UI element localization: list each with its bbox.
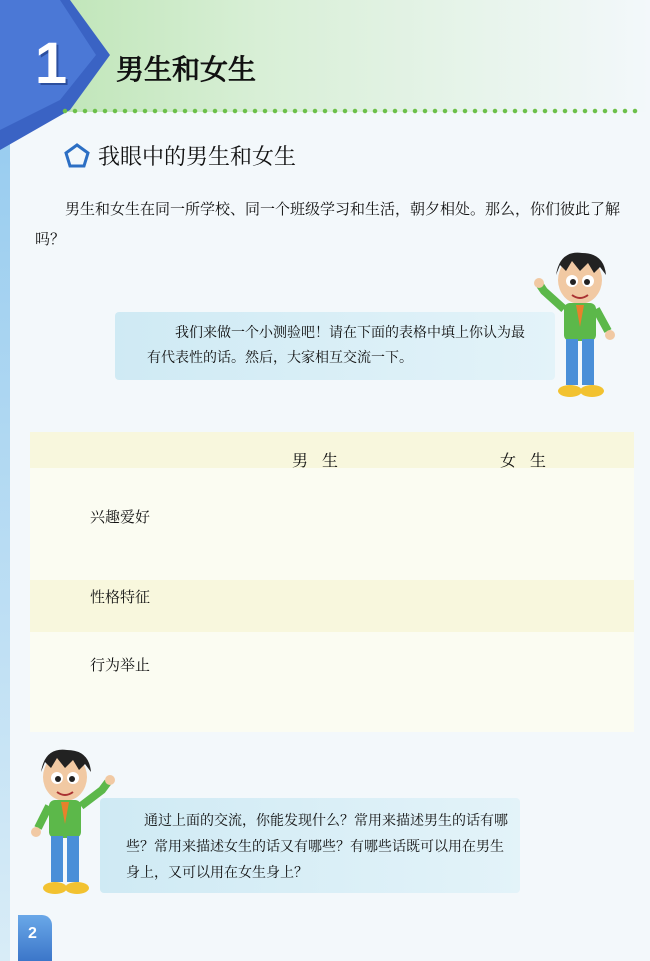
comparison-table	[30, 432, 634, 732]
section-title: 我眼中的男生和女生	[98, 145, 297, 170]
chapter-number: 1	[34, 31, 68, 96]
pentagon-icon	[64, 143, 90, 169]
dotted-divider	[60, 108, 640, 114]
chapter-title: 男生和女生	[116, 53, 257, 86]
intro-paragraph: 男生和女生在同一所学校、同一个班级学习和生活，朝夕相处。那么，你们彼此了解吗？	[35, 200, 621, 248]
page-number: 2	[28, 925, 37, 942]
prompt-text-top: 我们来做一个小测验吧！请在下面的表格中填上你认为最有代表性的话。然后，大家相互交流一下。	[147, 325, 525, 366]
column-header-girls: 女生	[500, 451, 561, 470]
prompt-box-top	[115, 312, 555, 380]
chapter-badge	[0, 0, 110, 150]
row-label-interests: 兴趣爱好	[90, 508, 151, 526]
boy-waving-illustration	[530, 245, 630, 405]
section-heading	[64, 140, 296, 171]
prompt-text-bottom: 通过上面的交流，你能发现什么？常用来描述男生的话有哪些？常用来描述女生的话又有哪些？有哪些话既可以用在男生身上，又可以用在女生身上？	[126, 813, 508, 881]
column-header-boys: 男生	[292, 451, 353, 470]
row-label-behavior: 行为举止	[90, 656, 151, 674]
prompt-box-bottom	[100, 798, 520, 893]
row-label-personality: 性格特征	[90, 588, 151, 606]
